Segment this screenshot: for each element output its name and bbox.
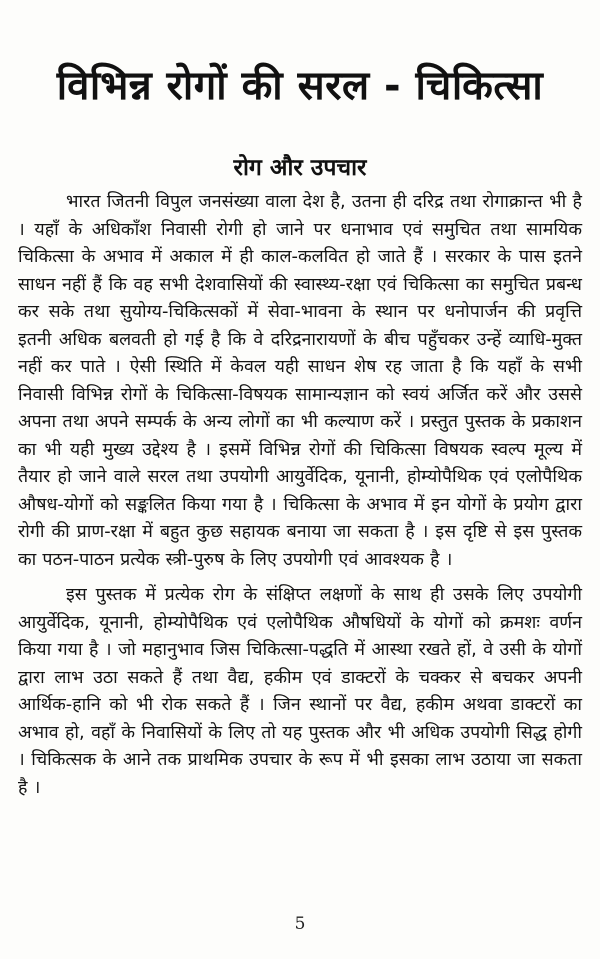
page-number: 5 — [294, 914, 306, 934]
paragraph-2: इस पुस्तक में प्रत्येक रोग के संक्षिप्त लक्षणों के साथ ही उसके लिए उपयोगी आयुर्वेदिक, यूनानी, होम्योपैथिक एवं एलोपैथिक औषधियों के योगों को क्रमशः वर्णन किया गया है । जो महानुभाव जिस चिकित्सा-पद्धति में आस्था रखते हों, वे उसी के योगों द्वारा लाभ उठा सकते हैं तथा वैद्य, हकीम एवं डाक्टरों के चक्कर से बचकर अपनी आर्थिक-हानि को भी रोक सकते हैं । जिन स्थानों पर वैद्य, हकीम अथवा डाक्टरों का अभाव हो, वहाँ के निवासियों के लिए तो यह पुस्तक और भी अधिक उपयोगी सिद्ध होगी । चिकित्सक के आने तक प्राथमिक उपचार के रूप में भी इसका लाभ उठाया जा सकता है । — [18, 584, 582, 798]
body-text — [18, 188, 582, 801]
section-heading: रोग और उपचार — [233, 155, 367, 181]
book-title: विभिन्न रोगों की सरल - चिकित्सा — [56, 63, 544, 109]
paragraph-1: भारत जितनी विपुल जनसंख्या वाला देश है, उतना ही दरिद्र तथा रोगाक्रान्त भी है । यहाँ के अधिकाँश निवासी रोगी हो जाने पर धनाभाव एवं समुचित तथा सामयिक चिकित्सा के अभाव में अकाल में ही काल-कलवित हो जाते हैं । सरकार के पास इतने साधन नहीं हैं कि वह सभी देशवासियों की स्वास्थ्य-रक्षा एवं चिकित्सा का समुचित प्रबन्ध कर सके तथा सुयोग्य-चिकित्सकों में सेवा-भावना के स्थान पर धनोपार्जन की प्रवृत्ति इतनी अधिक बलवती हो गई है कि वे दरिद्रनारायणों के बीच पहुँचकर उन्हें व्याधि-मुक्त नहीं कर पाते । ऐसी स्थिति में केवल यही साधन शेष रह जाता है कि यहाँ के सभी निवासी विभिन्न रोगों के चिकित्सा-विषयक सामान्यज्ञान को स्वयं अर्जित करें और उससे अपना तथा अपने सम्पर्क के अन्य लोगों का भी कल्याण करें । प्रस्तुत पुस्तक के प्रकाशन का भी यही मुख्य उद्देश्य है । इसमें विभिन्न रोगों की चिकित्सा विषयक स्वल्प मूल्य में तैयार हो जाने वाले सरल तथा उपयोगी आयुर्वेदिक, यूनानी, होम्योपैथिक एवं एलोपैथिक औषध-योगों को सङ्कलित किया गया है । चिकित्सा के अभाव में इन योगों के प्रयोग द्वारा रोगी की प्राण-रक्षा में बहुत कुछ सहायक बनाया जा सकता है । इस दृष्टि से इस पुस्तक का पठन-पाठन प्रत्येक स्त्री-पुरुष के लिए उपयोगी एवं आवश्यक है । — [18, 191, 582, 570]
